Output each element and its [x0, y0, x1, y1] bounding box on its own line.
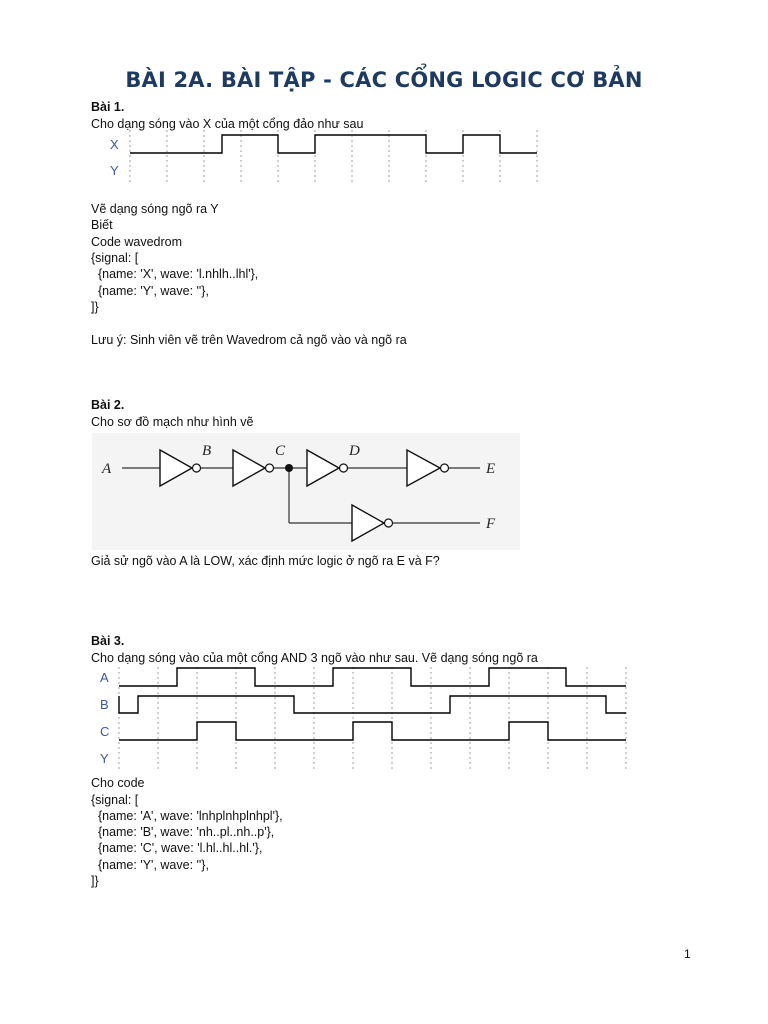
- bai3-line-2: {signal: [: [91, 793, 139, 807]
- bai1-line-2: Biết: [91, 218, 113, 232]
- bai1-heading: Bài 1.: [91, 100, 125, 114]
- node-label-f: F: [486, 516, 496, 532]
- bai3-line-5: {name: 'C', wave: 'l.hl..hl..hl.'},: [91, 841, 263, 855]
- page-number: 1: [684, 947, 691, 961]
- bai3-grid: [119, 667, 626, 770]
- bai1-label-x: X: [110, 137, 119, 152]
- bai3-wave-b: [119, 696, 626, 713]
- bai3-label-c: C: [100, 724, 110, 739]
- node-label-d: D: [349, 443, 360, 459]
- bai1-intro: Cho dạng sóng vào X của một cổng đảo như sau: [91, 117, 364, 131]
- bai3-label-a: A: [100, 670, 109, 685]
- bai2-intro: Cho sơ đồ mạch như hình vẽ: [91, 415, 254, 429]
- node-label-c: C: [275, 443, 286, 459]
- bai1-line-7: ]}: [91, 300, 99, 314]
- bai3-heading: Bài 3.: [91, 634, 125, 648]
- bai3-line-4: {name: 'B', wave: 'nh..pl..nh..p'},: [91, 825, 275, 839]
- bai2-question: Giả sử ngõ vào A là LOW, xác định mức logic ở ngõ ra E và F?: [91, 554, 440, 568]
- node-label-b: B: [202, 443, 212, 459]
- bai1-note: Lưu ý: Sinh viên vẽ trên Wavedrom cả ngõ vào và ngõ ra: [91, 333, 407, 347]
- bai3-line-7: ]}: [91, 874, 99, 888]
- bai1-line-3: Code wavedrom: [91, 235, 183, 249]
- bai3-intro: Cho dạng sóng vào của một cổng AND 3 ngõ vào như sau. Vẽ dạng sóng ngõ ra: [91, 651, 538, 665]
- bai3-line-3: {name: 'A', wave: 'lnhplnhplnhpl'},: [91, 809, 283, 823]
- page-title: BÀI 2A. BÀI TẬP - CÁC CỔNG LOGIC CƠ BẢN: [125, 68, 643, 92]
- bai1-label-y: Y: [110, 163, 119, 178]
- bai3-line-6: {name: 'Y', wave: ''},: [91, 858, 209, 872]
- bai3-wave-a: [119, 668, 626, 686]
- bai1-line-5: {name: 'X', wave: 'l.nhlh..lhl'},: [91, 267, 259, 281]
- bai1-line-6: {name: 'Y', wave: ''},: [91, 284, 209, 298]
- bai2-heading: Bài 2.: [91, 398, 125, 412]
- bai3-line-1: Cho code: [91, 776, 145, 790]
- bai1-line-4: {signal: [: [91, 251, 139, 265]
- node-label-e: E: [486, 461, 496, 477]
- bai3-label-y: Y: [100, 751, 109, 766]
- bai3-label-b: B: [100, 697, 109, 712]
- bai1-line-1: Vẽ dạng sóng ngõ ra Y: [91, 202, 219, 216]
- node-label-a: A: [102, 461, 112, 477]
- bai3-wave-c: [119, 722, 626, 740]
